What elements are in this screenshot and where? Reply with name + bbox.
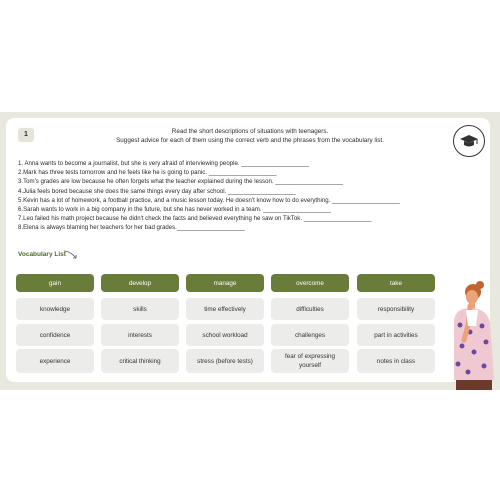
curved-arrow-icon [62,249,80,261]
instructions [60,127,440,145]
vocab-cell: challenges [271,324,349,346]
vocab-cell: notes in class [357,349,435,373]
vocab-cell: experience [16,349,94,373]
sentence-item: 1. Anna wants to become a journalist, but she is very afraid of interviewing people. ____________________ [18,160,310,167]
vocab-cell: critical thinking [101,349,179,373]
vocab-cell: school workload [186,324,264,346]
sentence-item: 7.Leo failed his math project because he didn't check the facts and believed everything he saw on TikTok. ____________________ [18,215,372,223]
vocab-cell: responsibility [357,298,435,320]
instructions-line-2: Suggest advice for each of them using the correct verb and the phrases from the vocabulary list. [116,137,384,144]
instructions-line-1: Read the short descriptions of situations with teenagers. [171,128,329,135]
exercise-number-badge: 1 [18,128,34,142]
sentence-item: 4.Julia feels bored because she does the same things every day after school. ____________________ [18,187,296,195]
vocab-cell: stress (before tests) [186,349,264,373]
vocab-cell: interests [101,324,179,346]
vocabulary-title: Vocabulary List [18,251,66,258]
vocab-cell: skills [101,298,179,320]
sentence-item: 5.Kevin has a lot of homework, a football practice, and a music lesson today. He doesn't know how to do everything. ____________________ [18,196,400,204]
vocab-cell: fear of expressing yourself [271,349,349,373]
verb-header-manage: manage [186,274,264,292]
sentence-list [18,159,488,233]
verb-header-overcome: overcome [271,274,349,292]
verb-header-take: take [357,274,435,292]
vocab-cell: difficulties [271,298,349,320]
sentence-item: 6.Sarah wants to work in a big company in the future, but she has never worked in a team. ____________________ [18,206,332,214]
sentence-item: 2.Mark has three tests tomorrow and he feels like he is going to panic. ____________________ [18,169,277,177]
vocab-cell: time effectively [186,298,264,320]
vocab-cell: confidence [16,324,94,346]
thinking-girl-illustration [440,280,500,390]
verb-header-gain: gain [16,274,94,292]
logo-graduation-cap-icon [453,125,485,157]
verb-header-develop: develop [101,274,179,292]
vocab-cell: part in activities [357,324,435,346]
vocab-cell: knowledge [16,298,94,320]
sentence-item: 8.Elena is always blaming her teachers for her bad grades.____________________ [18,224,245,232]
sentence-item: 3.Tom's grades are low because he often forgets what the teacher explained during the lesson. ____________________ [18,178,344,186]
